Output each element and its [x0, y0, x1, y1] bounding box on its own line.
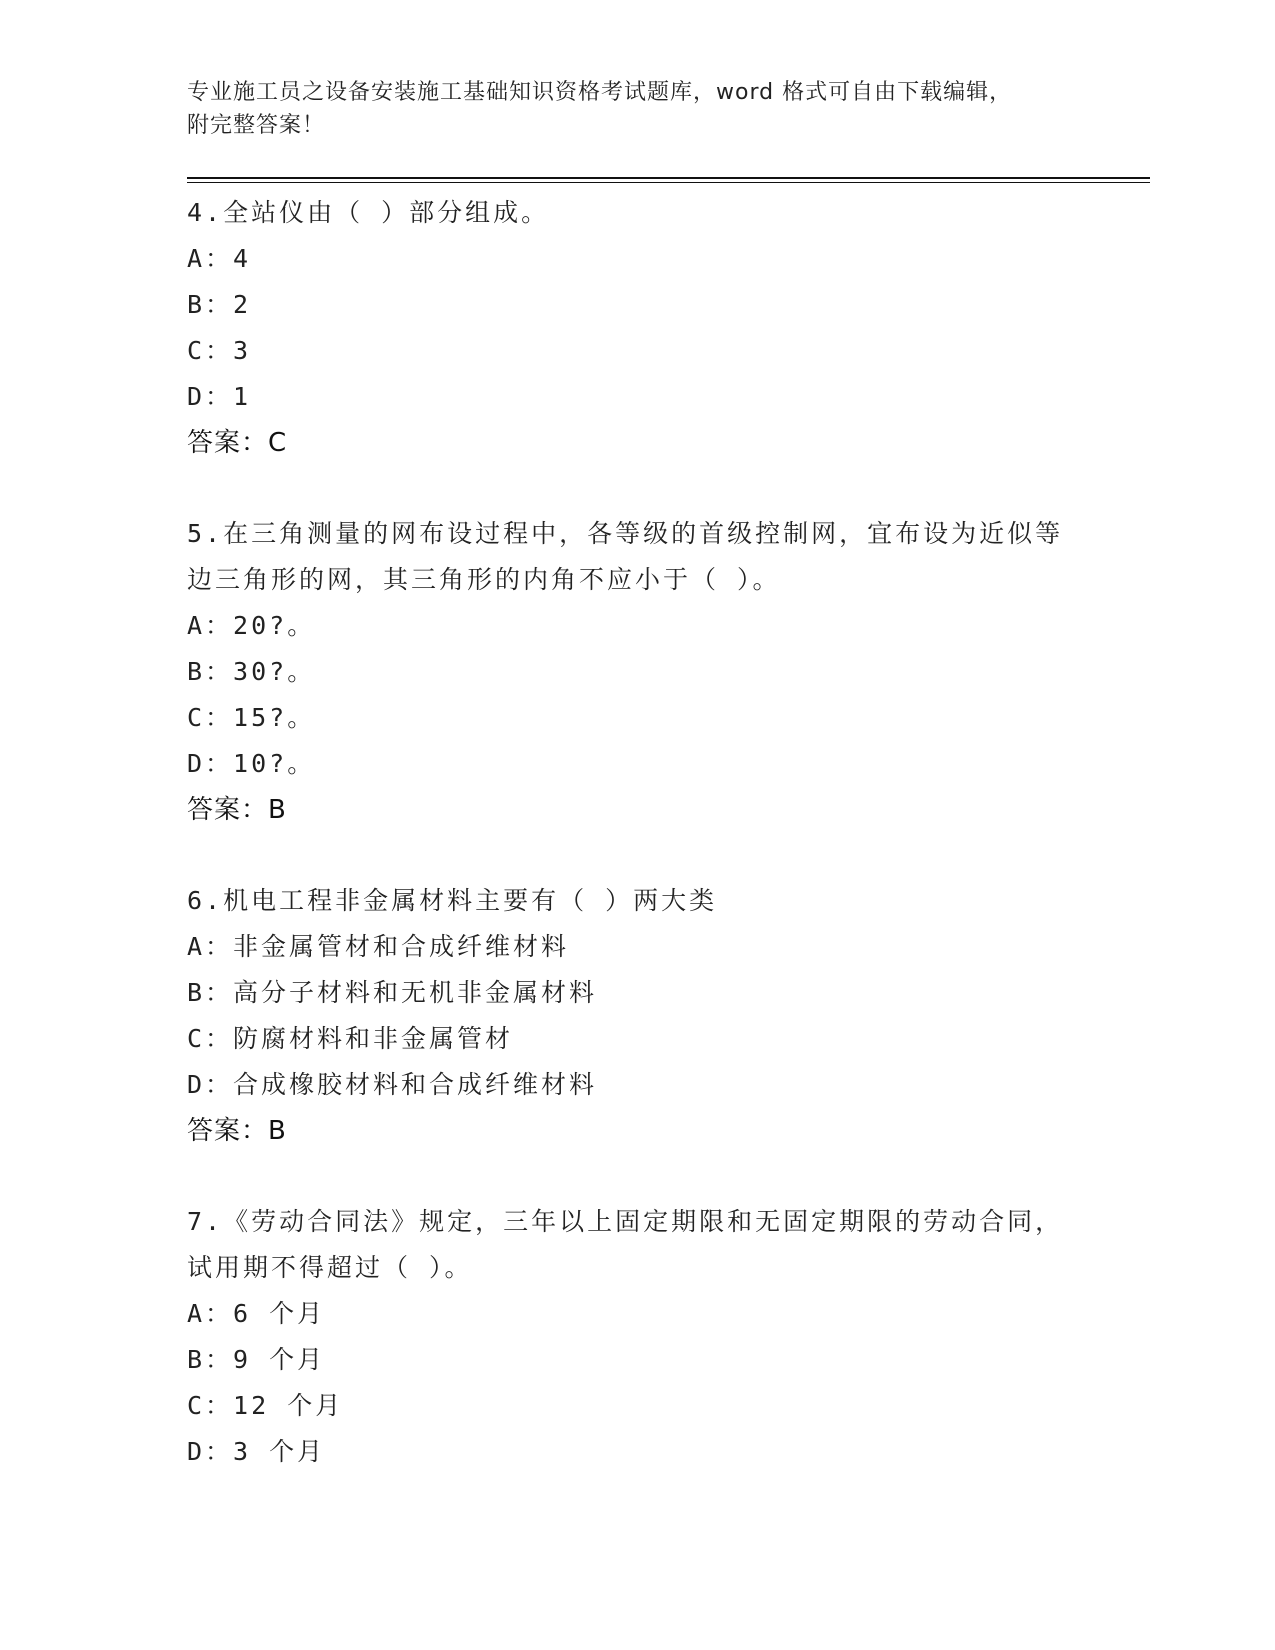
option-a: A：非金属管材和合成纤维材料 [187, 932, 570, 961]
question-5 [187, 511, 1087, 833]
option-b: B：高分子材料和无机非金属材料 [187, 978, 598, 1007]
header-line-2: 附完整答案！ [187, 113, 326, 138]
option-d: D：合成橡胶材料和合成纤维材料 [187, 1070, 598, 1099]
option-c: C：3 [187, 336, 252, 365]
answer-line: 答案：B [187, 1116, 287, 1146]
option-d: D：1 [187, 382, 252, 411]
header-divider-thin [187, 182, 1150, 183]
option-c: C：12 个月 [187, 1391, 344, 1420]
option-c: C：15?。 [187, 703, 316, 732]
question-4 [187, 190, 1087, 466]
option-c: C：防腐材料和非金属管材 [187, 1024, 514, 1053]
answer-line: 答案：C [187, 428, 288, 458]
document-header [187, 76, 1067, 142]
header-line-1: 专业施工员之设备安装施工基础知识资格考试题库，word 格式可自由下载编辑， [187, 80, 1013, 105]
question-text: 6.机电工程非金属材料主要有（ ）两大类 [187, 886, 718, 915]
question-text: 5.在三角测量的网布设过程中，各等级的首级控制网，宜布设为近似等边三角形的网，其三角形的内角不应小于（ ）。 [187, 519, 1064, 594]
option-b: B：30?。 [187, 657, 316, 686]
option-a: A：4 [187, 244, 252, 273]
option-a: A：20?。 [187, 611, 316, 640]
question-list [187, 190, 1087, 1475]
option-a: A：6 个月 [187, 1299, 326, 1328]
option-d: D：3 个月 [187, 1437, 326, 1466]
option-d: D：10?。 [187, 749, 316, 778]
question-text: 7.《劳动合同法》规定，三年以上固定期限和无固定期限的劳动合同，试用期不得超过（ ）。 [187, 1207, 1064, 1282]
option-b: B：9 个月 [187, 1345, 326, 1374]
question-7 [187, 1199, 1087, 1475]
question-6 [187, 878, 1087, 1154]
header-divider-thick [187, 177, 1150, 179]
answer-line: 答案：B [187, 795, 287, 825]
question-text: 4.全站仪由（ ）部分组成。 [187, 198, 550, 227]
option-b: B：2 [187, 290, 252, 319]
